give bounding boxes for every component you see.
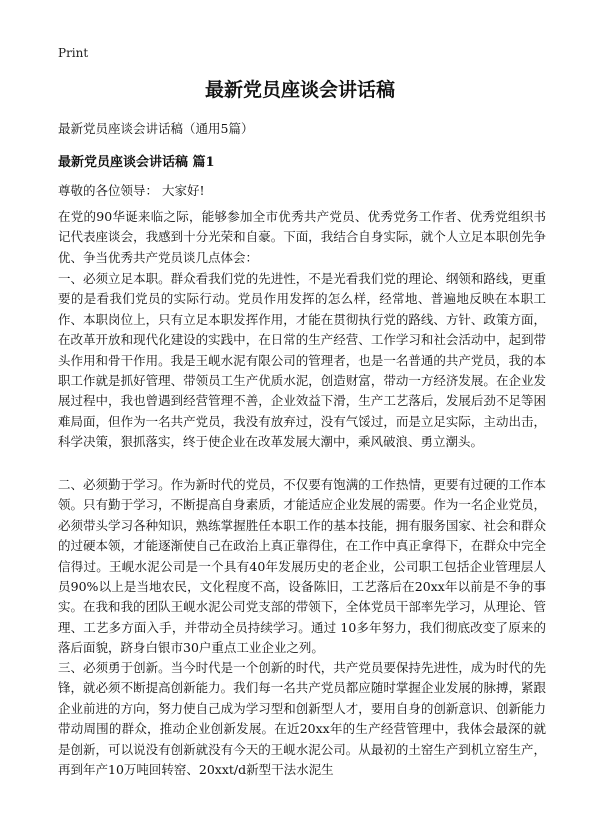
page-title: 最新党员座谈会讲话稿 [204,79,395,101]
body-paragraph-point-2: 二、必须勤于学习。作为新时代的党员，不仅要有饱满的工作热情，更要有过硬的工作本领。只有勤于学习，不断提高自身素质，才能适应企业发展的需要。作为一名企业党员，必须带头学习各种知识，熟练掌握胜任本职工作的基本技能，拥有服务国家、社会和群众的过硬本领，才能逐渐使自己在政治上真正靠得住，在工作中真正拿得下，在群众中完全信得过。王岘水泥公司是一个具有40年发展历史的老企业，公司职工包括企业管理层人员90%以上是当地农民，文化程度不高，设备陈旧，工艺落后在20xx年以前是不争的事实。在我和我的团队王岘水泥公司党支部的带领下，全体党员干部率先学习，从理论、管理、工艺多方面入手，并带动全员持续学习。通过 10多年努力，我们彻底改变了原来的落后面貌，跻身白银市30户重点工业企业之列。 [58,477,546,656]
section-heading: 最新党员座谈会讲话稿 篇1 [58,155,215,170]
body-paragraph-point-3: 三、必须勇于创新。当今时代是一个创新的时代，共产党员要保持先进性，成为时代的先锋，就必须不断提高创新能力。我们每一名共产党员都应随时掌握企业发展的脉搏，紧跟企业前进的方向，努力使自己成为学习型和创新型人才，要用自身的创新意识、创新能力带动周围的群众，推动企业创新发展。在近20xx年的生产经营管理中，我体会最深的就是创新，可以说没有创新就没有今天的王岘水泥公司。从最初的土窑生产到机立窑生产，再到年产10万吨回转窑、20xxt/d新型干法水泥生 [58,660,546,778]
print-link[interactable]: Print [58,46,89,60]
body-paragraph-intro: 在党的90华诞来临之际，能够参加全市优秀共产党员、优秀党务工作者、优秀党组织书记代表座谈会，我感到十分光荣和自豪。下面，我结合自身实际，就个人立足本职创先争优、争当优秀共产党员谈几点体会： [58,209,546,265]
greeting-line: 尊敬的各位领导： 大家好! [58,183,205,198]
document-subtitle: 最新党员座谈会讲话稿（通用5篇） [58,121,254,136]
body-paragraph-point-1: 一、必须立足本职。群众看我们党的先进性，不是光看我们党的理论、纲领和路线，更重要的是看我们党员的实际行动。党员作用发挥的怎么样，经常地、普遍地反映在本职工作、本职岗位上，只有立足本职发挥作用，才能在贯彻执行党的路线、方针、政策方面，在改革开放和现代化建设的实践中，在日常的生产经营、工作学习和社会活动中，起到带头作用和骨干作用。我是王岘水泥有限公司的管理者，也是一名普通的共产党员，我的本职工作就是抓好管理、带领员工生产优质水泥，创造财富，带动一方经济发展。在企业发展过程中，我也曾遇到经营管理不善，企业效益下滑，生产工艺落后，发展后劲不足等困难局面，但作为一名共产党员，我没有放弃过，没有气馁过，而是立足实际，主动出击，科学决策，狠抓落实，终于使企业在改革发展大潮中，乘风破浪、勇立潮头。 [58,271,546,450]
